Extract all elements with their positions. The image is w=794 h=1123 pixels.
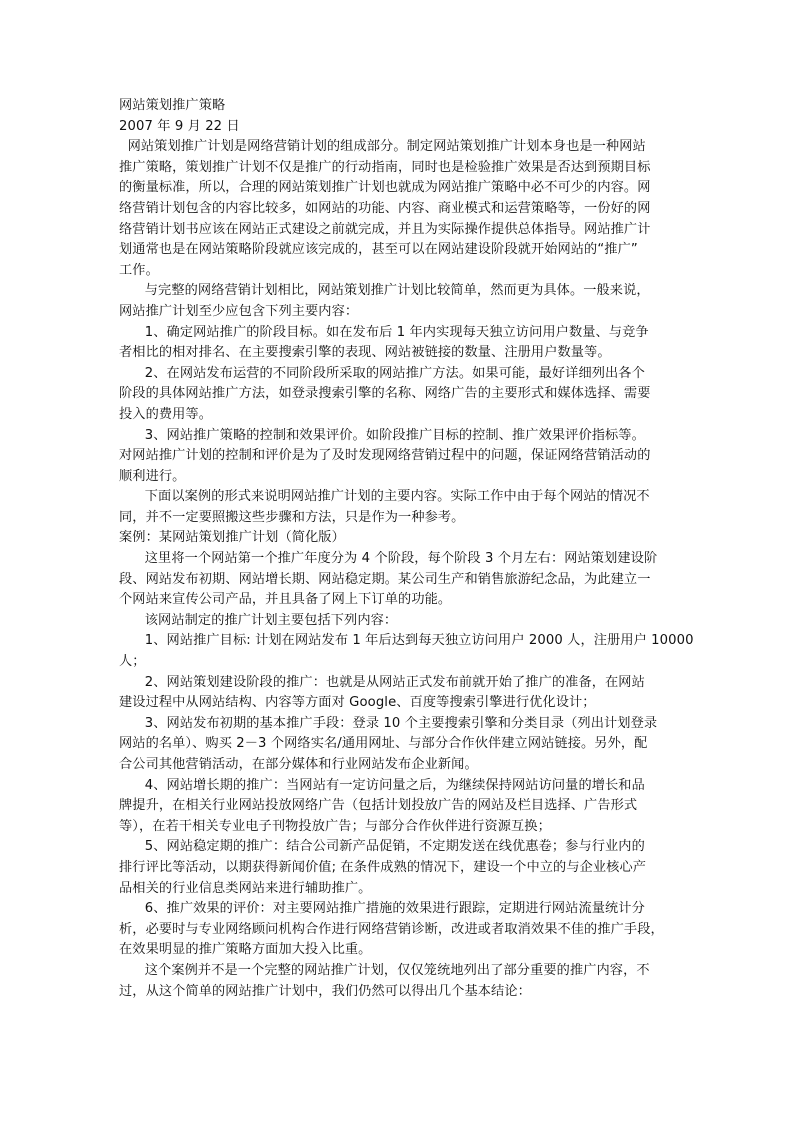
body-text-line: 阶段的具体网站推广方法，如登录搜索引擎的名称、网络广告的主要形式和媒体选择、需要 — [119, 386, 651, 402]
document-date: 2007 年 9 月 22 日 — [119, 118, 240, 134]
body-text-line: 合公司其他营销活动，在部分媒体和行业网站发布企业新闻。 — [119, 757, 478, 772]
body-text-line: 2、网站策划建设阶段的推广：也就是从网站正式发布前就开始了推广的准备，在网站 — [119, 674, 645, 690]
body-text-line: 推广策略，策划推广计划不仅是推广的行动指南，同时也是检验推广效果是否达到预期目标 — [119, 159, 651, 175]
body-text-line: 5、网站稳定期的推广：结合公司新产品促销，不定期发送在线优惠卷；参与行业内的 — [119, 839, 645, 855]
body-text-line: 与完整的网络营销计划相比，网站策划推广计划比较简单，然而更为具体。一般来说， — [119, 283, 650, 299]
body-text-line: 6、推广效果的评价：对主要网站推广措施的效果进行跟踪，定期进行网站流量统计分 — [119, 901, 645, 917]
body-text-line: 网站的名单）、购买 2－3 个网络实名/通用网址、与部分合作伙伴建立网站链接。另外，配 — [119, 736, 648, 752]
body-text-line: 析，必要时与专业网络顾问机构合作进行网络营销诊断，改进或者取消效果不佳的推广手段， — [119, 921, 664, 937]
body-text-line: 3、网站发布初期的基本推广手段：登录 10 个主要搜索引擎和分类目录（列出计划登录 — [119, 715, 658, 731]
document-page — [119, 96, 694, 1002]
body-text-line: 2、在网站发布运营的不同阶段所采取的网站推广方法。如果可能，最好详细列出各个 — [119, 365, 645, 381]
body-text-line: 络营销计划包含的内容比较多，如网站的功能、内容、商业模式和运营策略等，一份好的网 — [119, 200, 651, 216]
body-text-line: 等），在若干相关专业电子刊物投放广告；与部分合作伙伴进行资源互换； — [119, 818, 551, 834]
body-text-line: 品相关的行业信息类网站来进行辅助推广。 — [119, 880, 372, 896]
body-text-line: 络营销计划书应该在网站正式建设之前就完成，并且为实际操作提供总体指导。网站推广计 — [119, 221, 651, 237]
body-text-line: 案例：某网站策划推广计划（简化版） — [119, 530, 345, 546]
body-text-line: 人； — [119, 654, 146, 670]
body-text-line: 投入的费用等。 — [119, 406, 213, 422]
document-body — [119, 137, 694, 1002]
body-text-line: 这个案例并不是一个完整的网站推广计划，仅仅笼统地列出了部分重要的推广内容，不 — [119, 962, 650, 978]
body-text-line: 排行评比等活动，以期获得新闻价值; 在条件成熟的情况下，建设一个中立的与企业核心产 — [119, 859, 647, 875]
body-text-line: 牌提升，在相关行业网站投放网络广告（包括计划投放广告的网站及栏目选择、广告形式 — [119, 798, 638, 814]
body-text-line: 个网站来宣传公司产品，并且具备了网上下订单的功能。 — [119, 592, 452, 608]
body-text-line: 同，并不一定要照搬这些步骤和方法，只是作为一种参考。 — [119, 509, 465, 525]
body-text-line: 在效果明显的推广策略方面加大投入比重。 — [119, 942, 372, 958]
body-text-line: 工作。 — [119, 262, 159, 278]
body-text-line: 1、确定网站推广的阶段目标。如在发布后 1 年内实现每天独立访问用户数量、与竞争 — [119, 324, 649, 340]
body-text-line: 的衡量标准，所以，合理的网站策划推广计划也就成为网站推广策略中必不可少的内容。网 — [119, 180, 651, 196]
body-text-line: 对网站推广计划的控制和评价是为了及时发现网络营销过程中的问题，保证网络营销活动的 — [119, 448, 651, 464]
body-text-line: 下面以案例的形式来说明网站推广计划的主要内容。实际工作中由于每个网站的情况不 — [119, 489, 650, 505]
body-text-line: 过，从这个简单的网站推广计划中，我们仍然可以得出几个基本结论： — [119, 983, 531, 999]
document-title: 网站策划推广策略 — [119, 98, 226, 113]
body-text-line: 1、网站推广目标: 计划在网站发布 1 年后达到每天独立访问用户 2000 人，注册用户 10000 — [119, 633, 694, 649]
body-text-line: 建设过程中从网站结构、内容等方面对 Google、百度等搜索引擎进行优化设计； — [119, 695, 596, 711]
body-text-line: 顺利进行。 — [119, 468, 186, 484]
body-text-line: 网站策划推广计划是网络营销计划的组成部分。制定网站策划推广计划本身也是一种网站 — [119, 139, 646, 155]
body-text-line: 该网站制定的推广计划主要包括下列内容： — [119, 612, 398, 628]
body-text-line: 4、网站增长期的推广：当网站有一定访问量之后，为继续保持网站访问量的增长和品 — [119, 777, 645, 793]
body-text-line: 这里将一个网站第一个推广年度分为 4 个阶段，每个阶段 3 个月左右：网站策划建设阶 — [119, 551, 658, 567]
body-text-line: 网站推广计划至少应包含下列主要内容： — [119, 303, 359, 319]
body-text-line: 3、网站推广策略的控制和效果评价。如阶段推广目标的控制、推广效果评价指标等。 — [119, 427, 645, 443]
body-text-line: 划通常也是在网站策略阶段就应该完成的，甚至可以在网站建设阶段就开始网站的“推广” — [119, 242, 638, 258]
body-text-line: 者相比的相对排名、在主要搜索引擎的表现、网站被链接的数量、注册用户数量等。 — [119, 345, 611, 361]
body-text-line: 段、网站发布初期、网站增长期、网站稳定期。某公司生产和销售旅游纪念品，为此建立一 — [119, 571, 651, 587]
